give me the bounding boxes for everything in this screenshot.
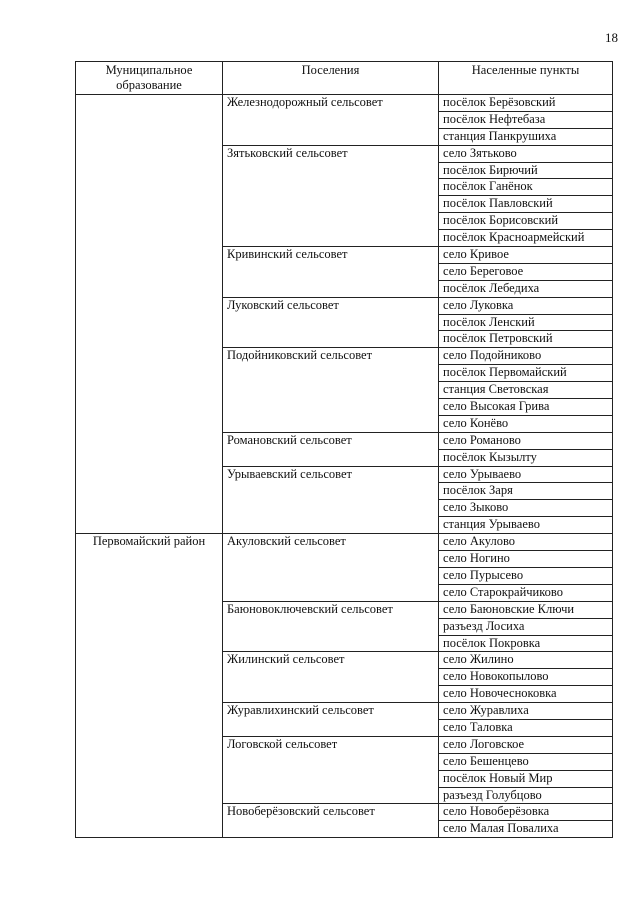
table-row: [76, 95, 613, 112]
settlement-cell: Жилинский сельсовет: [223, 652, 439, 703]
locality-cell: посёлок Ганёнок: [439, 179, 613, 196]
locality-cell: посёлок Покровка: [439, 635, 613, 652]
header-settlement: Поселения: [223, 62, 439, 95]
locality-cell: разъезд Лосиха: [439, 618, 613, 635]
settlement-cell: Железнодорожный сельсовет: [223, 95, 439, 146]
locality-cell: посёлок Берёзовский: [439, 95, 613, 112]
settlement-cell: Урываевский сельсовет: [223, 466, 439, 534]
locality-cell: посёлок Кызылту: [439, 449, 613, 466]
locality-cell: посёлок Первомайский: [439, 365, 613, 382]
locality-cell: посёлок Ленский: [439, 314, 613, 331]
settlement-cell: Журавлихинский сельсовет: [223, 703, 439, 737]
locality-cell: село Подойниково: [439, 348, 613, 365]
header-municipality: Муниципальное образование: [76, 62, 223, 95]
locality-cell: село Журавлиха: [439, 703, 613, 720]
locality-cell: разъезд Голубцово: [439, 787, 613, 804]
settlement-cell: Баюновоключевский сельсовет: [223, 601, 439, 652]
page-number: 18: [605, 30, 618, 45]
locality-cell: посёлок Новый Мир: [439, 770, 613, 787]
locality-cell: село Бешенцево: [439, 753, 613, 770]
locality-cell: станция Световская: [439, 382, 613, 399]
settlement-cell: Акуловский сельсовет: [223, 534, 439, 602]
header-row: [76, 62, 613, 95]
locality-cell: посёлок Борисовский: [439, 213, 613, 230]
locality-cell: село Старокрайчиково: [439, 584, 613, 601]
locality-cell: село Береговое: [439, 263, 613, 280]
settlement-cell: Кривинский сельсовет: [223, 247, 439, 298]
locality-cell: село Урываево: [439, 466, 613, 483]
locality-cell: посёлок Павловский: [439, 196, 613, 213]
locality-cell: село Зятьково: [439, 145, 613, 162]
locality-cell: село Баюновские Ключи: [439, 601, 613, 618]
locality-cell: село Зыково: [439, 500, 613, 517]
settlements-table: [75, 61, 613, 838]
table-row: [76, 534, 613, 551]
locality-cell: станция Панкрушиха: [439, 128, 613, 145]
locality-cell: село Новочесноковка: [439, 686, 613, 703]
locality-cell: посёлок Петровский: [439, 331, 613, 348]
locality-cell: село Малая Повалиха: [439, 821, 613, 838]
locality-cell: посёлок Лебедиха: [439, 280, 613, 297]
settlement-cell: Подойниковский сельсовет: [223, 348, 439, 432]
locality-cell: село Логовское: [439, 736, 613, 753]
locality-cell: посёлок Бирючий: [439, 162, 613, 179]
locality-cell: село Высокая Грива: [439, 399, 613, 416]
settlement-cell: Зятьковский сельсовет: [223, 145, 439, 246]
locality-cell: село Ногино: [439, 551, 613, 568]
settlement-cell: Луковский сельсовет: [223, 297, 439, 348]
locality-cell: посёлок Заря: [439, 483, 613, 500]
locality-cell: село Акулово: [439, 534, 613, 551]
locality-cell: посёлок Красноармейский: [439, 230, 613, 247]
locality-cell: станция Урываево: [439, 517, 613, 534]
locality-cell: село Кривое: [439, 247, 613, 264]
locality-cell: село Пурысево: [439, 567, 613, 584]
settlement-cell: Логовской сельсовет: [223, 736, 439, 804]
locality-cell: село Жилино: [439, 652, 613, 669]
municipality-cell: Первомайский район: [76, 534, 223, 838]
locality-cell: село Таловка: [439, 719, 613, 736]
locality-cell: посёлок Нефтебаза: [439, 111, 613, 128]
locality-cell: село Романово: [439, 432, 613, 449]
settlement-cell: Романовский сельсовет: [223, 432, 439, 466]
settlement-cell: Новоберёзовский сельсовет: [223, 804, 439, 838]
locality-cell: село Новоберёзовка: [439, 804, 613, 821]
locality-cell: село Новокопылово: [439, 669, 613, 686]
locality-cell: село Луковка: [439, 297, 613, 314]
table-body: [76, 95, 613, 838]
header-localities: Населенные пункты: [439, 62, 613, 95]
locality-cell: село Конёво: [439, 415, 613, 432]
municipality-cell: [76, 95, 223, 534]
